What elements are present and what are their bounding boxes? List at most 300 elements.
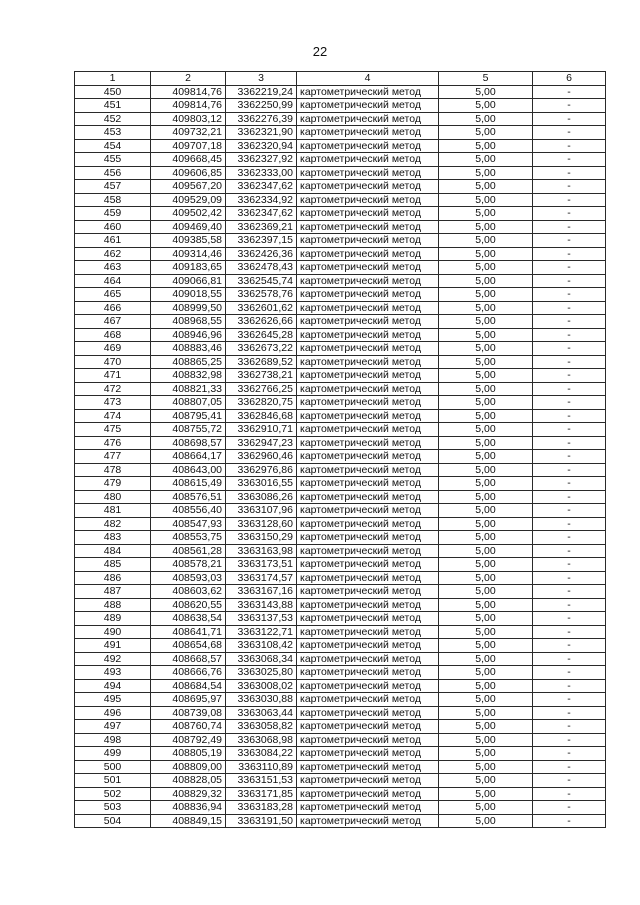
method-cell: картометрический метод bbox=[297, 423, 439, 437]
x-coordinate-cell: 408832,98 bbox=[151, 369, 226, 383]
method-cell: картометрический метод bbox=[297, 787, 439, 801]
empty-value-cell: - bbox=[533, 247, 606, 261]
x-coordinate-cell: 409707,18 bbox=[151, 139, 226, 153]
empty-value-cell: - bbox=[533, 139, 606, 153]
empty-value-cell: - bbox=[533, 477, 606, 491]
table-row bbox=[75, 477, 606, 491]
accuracy-cell: 5,00 bbox=[439, 679, 533, 693]
table-row bbox=[75, 531, 606, 545]
point-number-cell: 487 bbox=[75, 585, 151, 599]
x-coordinate-cell: 408561,28 bbox=[151, 544, 226, 558]
x-coordinate-cell: 408603,62 bbox=[151, 585, 226, 599]
point-number-cell: 476 bbox=[75, 436, 151, 450]
point-number-cell: 492 bbox=[75, 652, 151, 666]
x-coordinate-cell: 409502,42 bbox=[151, 207, 226, 221]
accuracy-cell: 5,00 bbox=[439, 693, 533, 707]
y-coordinate-cell: 3362673,22 bbox=[226, 342, 297, 356]
point-number-cell: 486 bbox=[75, 571, 151, 585]
empty-value-cell: - bbox=[533, 787, 606, 801]
empty-value-cell: - bbox=[533, 423, 606, 437]
empty-value-cell: - bbox=[533, 409, 606, 423]
table-row bbox=[75, 747, 606, 761]
empty-value-cell: - bbox=[533, 747, 606, 761]
method-cell: картометрический метод bbox=[297, 301, 439, 315]
accuracy-cell: 5,00 bbox=[439, 355, 533, 369]
y-coordinate-cell: 3362578,76 bbox=[226, 288, 297, 302]
point-number-cell: 458 bbox=[75, 193, 151, 207]
method-cell: картометрический метод bbox=[297, 612, 439, 626]
empty-value-cell: - bbox=[533, 720, 606, 734]
empty-value-cell: - bbox=[533, 733, 606, 747]
y-coordinate-cell: 3363086,26 bbox=[226, 490, 297, 504]
accuracy-cell: 5,00 bbox=[439, 234, 533, 248]
y-coordinate-cell: 3363151,53 bbox=[226, 774, 297, 788]
method-cell: картометрический метод bbox=[297, 504, 439, 518]
method-cell: картометрический метод bbox=[297, 679, 439, 693]
y-coordinate-cell: 3363167,16 bbox=[226, 585, 297, 599]
point-number-cell: 481 bbox=[75, 504, 151, 518]
table-row bbox=[75, 274, 606, 288]
y-coordinate-cell: 3362645,28 bbox=[226, 328, 297, 342]
point-number-cell: 465 bbox=[75, 288, 151, 302]
x-coordinate-cell: 408578,21 bbox=[151, 558, 226, 572]
accuracy-cell: 5,00 bbox=[439, 139, 533, 153]
y-coordinate-cell: 3363084,22 bbox=[226, 747, 297, 761]
table-row bbox=[75, 774, 606, 788]
point-number-cell: 463 bbox=[75, 261, 151, 275]
y-coordinate-cell: 3363110,89 bbox=[226, 760, 297, 774]
empty-value-cell: - bbox=[533, 517, 606, 531]
table-row bbox=[75, 463, 606, 477]
table-row bbox=[75, 706, 606, 720]
table-row bbox=[75, 112, 606, 126]
point-number-cell: 504 bbox=[75, 814, 151, 828]
y-coordinate-cell: 3363163,98 bbox=[226, 544, 297, 558]
x-coordinate-cell: 408664,17 bbox=[151, 450, 226, 464]
page-number: 22 bbox=[312, 44, 328, 59]
method-cell: картометрический метод bbox=[297, 261, 439, 275]
empty-value-cell: - bbox=[533, 585, 606, 599]
table-row bbox=[75, 585, 606, 599]
point-number-cell: 473 bbox=[75, 396, 151, 410]
x-coordinate-cell: 408809,00 bbox=[151, 760, 226, 774]
x-coordinate-cell: 408946,96 bbox=[151, 328, 226, 342]
coordinates-table bbox=[74, 71, 606, 828]
x-coordinate-cell: 408739,08 bbox=[151, 706, 226, 720]
table-row bbox=[75, 733, 606, 747]
x-coordinate-cell: 408698,57 bbox=[151, 436, 226, 450]
x-coordinate-cell: 408792,49 bbox=[151, 733, 226, 747]
method-cell: картометрический метод bbox=[297, 409, 439, 423]
point-number-cell: 501 bbox=[75, 774, 151, 788]
empty-value-cell: - bbox=[533, 234, 606, 248]
y-coordinate-cell: 3362766,25 bbox=[226, 382, 297, 396]
accuracy-cell: 5,00 bbox=[439, 423, 533, 437]
point-number-cell: 464 bbox=[75, 274, 151, 288]
point-number-cell: 453 bbox=[75, 126, 151, 140]
x-coordinate-cell: 409385,58 bbox=[151, 234, 226, 248]
empty-value-cell: - bbox=[533, 315, 606, 329]
method-cell: картометрический метод bbox=[297, 477, 439, 491]
column-header: 3 bbox=[226, 72, 297, 86]
table-row bbox=[75, 409, 606, 423]
method-cell: картометрический метод bbox=[297, 639, 439, 653]
accuracy-cell: 5,00 bbox=[439, 720, 533, 734]
x-coordinate-cell: 408795,41 bbox=[151, 409, 226, 423]
accuracy-cell: 5,00 bbox=[439, 274, 533, 288]
method-cell: картометрический метод bbox=[297, 355, 439, 369]
y-coordinate-cell: 3363143,88 bbox=[226, 598, 297, 612]
table-row bbox=[75, 207, 606, 221]
point-number-cell: 474 bbox=[75, 409, 151, 423]
table-row bbox=[75, 166, 606, 180]
table-row bbox=[75, 639, 606, 653]
y-coordinate-cell: 3362333,00 bbox=[226, 166, 297, 180]
x-coordinate-cell: 408821,33 bbox=[151, 382, 226, 396]
table-row bbox=[75, 490, 606, 504]
y-coordinate-cell: 3363183,28 bbox=[226, 801, 297, 815]
table-row bbox=[75, 612, 606, 626]
y-coordinate-cell: 3363025,80 bbox=[226, 666, 297, 680]
method-cell: картометрический метод bbox=[297, 180, 439, 194]
method-cell: картометрический метод bbox=[297, 274, 439, 288]
y-coordinate-cell: 3363016,55 bbox=[226, 477, 297, 491]
accuracy-cell: 5,00 bbox=[439, 301, 533, 315]
y-coordinate-cell: 3363191,50 bbox=[226, 814, 297, 828]
table-row bbox=[75, 180, 606, 194]
column-header: 6 bbox=[533, 72, 606, 86]
point-number-cell: 470 bbox=[75, 355, 151, 369]
accuracy-cell: 5,00 bbox=[439, 166, 533, 180]
empty-value-cell: - bbox=[533, 693, 606, 707]
table-row bbox=[75, 571, 606, 585]
x-coordinate-cell: 408829,32 bbox=[151, 787, 226, 801]
accuracy-cell: 5,00 bbox=[439, 517, 533, 531]
method-cell: картометрический метод bbox=[297, 126, 439, 140]
x-coordinate-cell: 409529,09 bbox=[151, 193, 226, 207]
accuracy-cell: 5,00 bbox=[439, 531, 533, 545]
method-cell: картометрический метод bbox=[297, 652, 439, 666]
empty-value-cell: - bbox=[533, 166, 606, 180]
empty-value-cell: - bbox=[533, 504, 606, 518]
empty-value-cell: - bbox=[533, 774, 606, 788]
point-number-cell: 457 bbox=[75, 180, 151, 194]
y-coordinate-cell: 3362976,86 bbox=[226, 463, 297, 477]
x-coordinate-cell: 409066,81 bbox=[151, 274, 226, 288]
table-row bbox=[75, 544, 606, 558]
table-row bbox=[75, 801, 606, 815]
x-coordinate-cell: 409814,76 bbox=[151, 85, 226, 99]
x-coordinate-cell: 408684,54 bbox=[151, 679, 226, 693]
table-row bbox=[75, 369, 606, 383]
empty-value-cell: - bbox=[533, 544, 606, 558]
point-number-cell: 495 bbox=[75, 693, 151, 707]
table-row bbox=[75, 193, 606, 207]
table-row bbox=[75, 598, 606, 612]
x-coordinate-cell: 409814,76 bbox=[151, 99, 226, 113]
y-coordinate-cell: 3363173,51 bbox=[226, 558, 297, 572]
y-coordinate-cell: 3362320,94 bbox=[226, 139, 297, 153]
table-row bbox=[75, 504, 606, 518]
empty-value-cell: - bbox=[533, 639, 606, 653]
empty-value-cell: - bbox=[533, 666, 606, 680]
accuracy-cell: 5,00 bbox=[439, 544, 533, 558]
point-number-cell: 483 bbox=[75, 531, 151, 545]
empty-value-cell: - bbox=[533, 558, 606, 572]
point-number-cell: 472 bbox=[75, 382, 151, 396]
point-number-cell: 450 bbox=[75, 85, 151, 99]
empty-value-cell: - bbox=[533, 85, 606, 99]
method-cell: картометрический метод bbox=[297, 531, 439, 545]
y-coordinate-cell: 3362327,92 bbox=[226, 153, 297, 167]
empty-value-cell: - bbox=[533, 612, 606, 626]
point-number-cell: 475 bbox=[75, 423, 151, 437]
table-row bbox=[75, 814, 606, 828]
method-cell: картометрический метод bbox=[297, 166, 439, 180]
accuracy-cell: 5,00 bbox=[439, 612, 533, 626]
y-coordinate-cell: 3363171,85 bbox=[226, 787, 297, 801]
x-coordinate-cell: 408638,54 bbox=[151, 612, 226, 626]
y-coordinate-cell: 3363150,29 bbox=[226, 531, 297, 545]
accuracy-cell: 5,00 bbox=[439, 207, 533, 221]
accuracy-cell: 5,00 bbox=[439, 342, 533, 356]
table-row bbox=[75, 760, 606, 774]
method-cell: картометрический метод bbox=[297, 112, 439, 126]
y-coordinate-cell: 3363128,60 bbox=[226, 517, 297, 531]
y-coordinate-cell: 3362689,52 bbox=[226, 355, 297, 369]
table-row bbox=[75, 126, 606, 140]
column-header: 1 bbox=[75, 72, 151, 86]
y-coordinate-cell: 3362347,62 bbox=[226, 180, 297, 194]
table-row bbox=[75, 234, 606, 248]
x-coordinate-cell: 408807,05 bbox=[151, 396, 226, 410]
empty-value-cell: - bbox=[533, 396, 606, 410]
y-coordinate-cell: 3362250,99 bbox=[226, 99, 297, 113]
column-header: 2 bbox=[151, 72, 226, 86]
x-coordinate-cell: 408556,40 bbox=[151, 504, 226, 518]
y-coordinate-cell: 3362960,46 bbox=[226, 450, 297, 464]
y-coordinate-cell: 3362820,75 bbox=[226, 396, 297, 410]
point-number-cell: 469 bbox=[75, 342, 151, 356]
method-cell: картометрический метод bbox=[297, 247, 439, 261]
method-cell: картометрический метод bbox=[297, 774, 439, 788]
accuracy-cell: 5,00 bbox=[439, 180, 533, 194]
y-coordinate-cell: 3362347,62 bbox=[226, 207, 297, 221]
point-number-cell: 478 bbox=[75, 463, 151, 477]
empty-value-cell: - bbox=[533, 193, 606, 207]
point-number-cell: 502 bbox=[75, 787, 151, 801]
point-number-cell: 451 bbox=[75, 99, 151, 113]
accuracy-cell: 5,00 bbox=[439, 598, 533, 612]
empty-value-cell: - bbox=[533, 706, 606, 720]
accuracy-cell: 5,00 bbox=[439, 639, 533, 653]
accuracy-cell: 5,00 bbox=[439, 801, 533, 815]
empty-value-cell: - bbox=[533, 571, 606, 585]
y-coordinate-cell: 3362947,23 bbox=[226, 436, 297, 450]
y-coordinate-cell: 3363107,96 bbox=[226, 504, 297, 518]
accuracy-cell: 5,00 bbox=[439, 760, 533, 774]
empty-value-cell: - bbox=[533, 301, 606, 315]
header-row bbox=[75, 72, 606, 86]
table-row bbox=[75, 450, 606, 464]
table-row bbox=[75, 558, 606, 572]
y-coordinate-cell: 3363068,34 bbox=[226, 652, 297, 666]
accuracy-cell: 5,00 bbox=[439, 261, 533, 275]
empty-value-cell: - bbox=[533, 112, 606, 126]
accuracy-cell: 5,00 bbox=[439, 382, 533, 396]
accuracy-cell: 5,00 bbox=[439, 153, 533, 167]
column-header: 4 bbox=[297, 72, 439, 86]
table-row bbox=[75, 652, 606, 666]
empty-value-cell: - bbox=[533, 598, 606, 612]
point-number-cell: 497 bbox=[75, 720, 151, 734]
empty-value-cell: - bbox=[533, 679, 606, 693]
accuracy-cell: 5,00 bbox=[439, 220, 533, 234]
method-cell: картометрический метод bbox=[297, 315, 439, 329]
table-row bbox=[75, 423, 606, 437]
table-row bbox=[75, 247, 606, 261]
method-cell: картометрический метод bbox=[297, 450, 439, 464]
column-header: 5 bbox=[439, 72, 533, 86]
y-coordinate-cell: 3363008,02 bbox=[226, 679, 297, 693]
empty-value-cell: - bbox=[533, 207, 606, 221]
x-coordinate-cell: 408641,71 bbox=[151, 625, 226, 639]
method-cell: картометрический метод bbox=[297, 139, 439, 153]
y-coordinate-cell: 3363108,42 bbox=[226, 639, 297, 653]
x-coordinate-cell: 408805,19 bbox=[151, 747, 226, 761]
x-coordinate-cell: 408849,15 bbox=[151, 814, 226, 828]
y-coordinate-cell: 3362334,92 bbox=[226, 193, 297, 207]
y-coordinate-cell: 3362397,15 bbox=[226, 234, 297, 248]
accuracy-cell: 5,00 bbox=[439, 288, 533, 302]
point-number-cell: 460 bbox=[75, 220, 151, 234]
empty-value-cell: - bbox=[533, 369, 606, 383]
table-row bbox=[75, 382, 606, 396]
empty-value-cell: - bbox=[533, 126, 606, 140]
x-coordinate-cell: 408666,76 bbox=[151, 666, 226, 680]
point-number-cell: 452 bbox=[75, 112, 151, 126]
y-coordinate-cell: 3362426,36 bbox=[226, 247, 297, 261]
point-number-cell: 490 bbox=[75, 625, 151, 639]
x-coordinate-cell: 408620,55 bbox=[151, 598, 226, 612]
point-number-cell: 484 bbox=[75, 544, 151, 558]
table-row bbox=[75, 220, 606, 234]
table-row bbox=[75, 99, 606, 113]
table-row bbox=[75, 328, 606, 342]
accuracy-cell: 5,00 bbox=[439, 247, 533, 261]
point-number-cell: 467 bbox=[75, 315, 151, 329]
y-coordinate-cell: 3362910,71 bbox=[226, 423, 297, 437]
empty-value-cell: - bbox=[533, 531, 606, 545]
x-coordinate-cell: 408828,05 bbox=[151, 774, 226, 788]
method-cell: картометрический метод bbox=[297, 760, 439, 774]
point-number-cell: 496 bbox=[75, 706, 151, 720]
accuracy-cell: 5,00 bbox=[439, 652, 533, 666]
x-coordinate-cell: 408593,03 bbox=[151, 571, 226, 585]
y-coordinate-cell: 3363122,71 bbox=[226, 625, 297, 639]
empty-value-cell: - bbox=[533, 382, 606, 396]
table-row bbox=[75, 787, 606, 801]
empty-value-cell: - bbox=[533, 436, 606, 450]
method-cell: картометрический метод bbox=[297, 517, 439, 531]
point-number-cell: 498 bbox=[75, 733, 151, 747]
method-cell: картометрический метод bbox=[297, 814, 439, 828]
x-coordinate-cell: 409606,85 bbox=[151, 166, 226, 180]
x-coordinate-cell: 408547,93 bbox=[151, 517, 226, 531]
x-coordinate-cell: 408615,49 bbox=[151, 477, 226, 491]
empty-value-cell: - bbox=[533, 153, 606, 167]
method-cell: картометрический метод bbox=[297, 693, 439, 707]
y-coordinate-cell: 3362846,68 bbox=[226, 409, 297, 423]
accuracy-cell: 5,00 bbox=[439, 450, 533, 464]
point-number-cell: 500 bbox=[75, 760, 151, 774]
x-coordinate-cell: 408760,74 bbox=[151, 720, 226, 734]
point-number-cell: 485 bbox=[75, 558, 151, 572]
point-number-cell: 499 bbox=[75, 747, 151, 761]
table-row bbox=[75, 436, 606, 450]
table-row bbox=[75, 679, 606, 693]
y-coordinate-cell: 3362601,62 bbox=[226, 301, 297, 315]
method-cell: картометрический метод bbox=[297, 544, 439, 558]
method-cell: картометрический метод bbox=[297, 585, 439, 599]
point-number-cell: 462 bbox=[75, 247, 151, 261]
empty-value-cell: - bbox=[533, 490, 606, 504]
point-number-cell: 459 bbox=[75, 207, 151, 221]
method-cell: картометрический метод bbox=[297, 490, 439, 504]
x-coordinate-cell: 408755,72 bbox=[151, 423, 226, 437]
x-coordinate-cell: 408883,46 bbox=[151, 342, 226, 356]
y-coordinate-cell: 3363137,53 bbox=[226, 612, 297, 626]
accuracy-cell: 5,00 bbox=[439, 733, 533, 747]
method-cell: картометрический метод bbox=[297, 288, 439, 302]
x-coordinate-cell: 408643,00 bbox=[151, 463, 226, 477]
x-coordinate-cell: 409803,12 bbox=[151, 112, 226, 126]
y-coordinate-cell: 3363068,98 bbox=[226, 733, 297, 747]
y-coordinate-cell: 3363030,88 bbox=[226, 693, 297, 707]
point-number-cell: 491 bbox=[75, 639, 151, 653]
point-number-cell: 471 bbox=[75, 369, 151, 383]
method-cell: картометрический метод bbox=[297, 666, 439, 680]
y-coordinate-cell: 3362276,39 bbox=[226, 112, 297, 126]
method-cell: картометрический метод bbox=[297, 720, 439, 734]
accuracy-cell: 5,00 bbox=[439, 774, 533, 788]
empty-value-cell: - bbox=[533, 652, 606, 666]
y-coordinate-cell: 3363174,57 bbox=[226, 571, 297, 585]
accuracy-cell: 5,00 bbox=[439, 585, 533, 599]
method-cell: картометрический метод bbox=[297, 463, 439, 477]
table-row bbox=[75, 153, 606, 167]
point-number-cell: 488 bbox=[75, 598, 151, 612]
method-cell: картометрический метод bbox=[297, 747, 439, 761]
table-row bbox=[75, 693, 606, 707]
accuracy-cell: 5,00 bbox=[439, 571, 533, 585]
table-row bbox=[75, 342, 606, 356]
method-cell: картометрический метод bbox=[297, 396, 439, 410]
x-coordinate-cell: 409567,20 bbox=[151, 180, 226, 194]
accuracy-cell: 5,00 bbox=[439, 126, 533, 140]
y-coordinate-cell: 3362219,24 bbox=[226, 85, 297, 99]
x-coordinate-cell: 409314,46 bbox=[151, 247, 226, 261]
accuracy-cell: 5,00 bbox=[439, 328, 533, 342]
point-number-cell: 482 bbox=[75, 517, 151, 531]
method-cell: картометрический метод bbox=[297, 153, 439, 167]
point-number-cell: 454 bbox=[75, 139, 151, 153]
method-cell: картометрический метод bbox=[297, 706, 439, 720]
empty-value-cell: - bbox=[533, 220, 606, 234]
y-coordinate-cell: 3363063,44 bbox=[226, 706, 297, 720]
x-coordinate-cell: 408553,75 bbox=[151, 531, 226, 545]
accuracy-cell: 5,00 bbox=[439, 625, 533, 639]
